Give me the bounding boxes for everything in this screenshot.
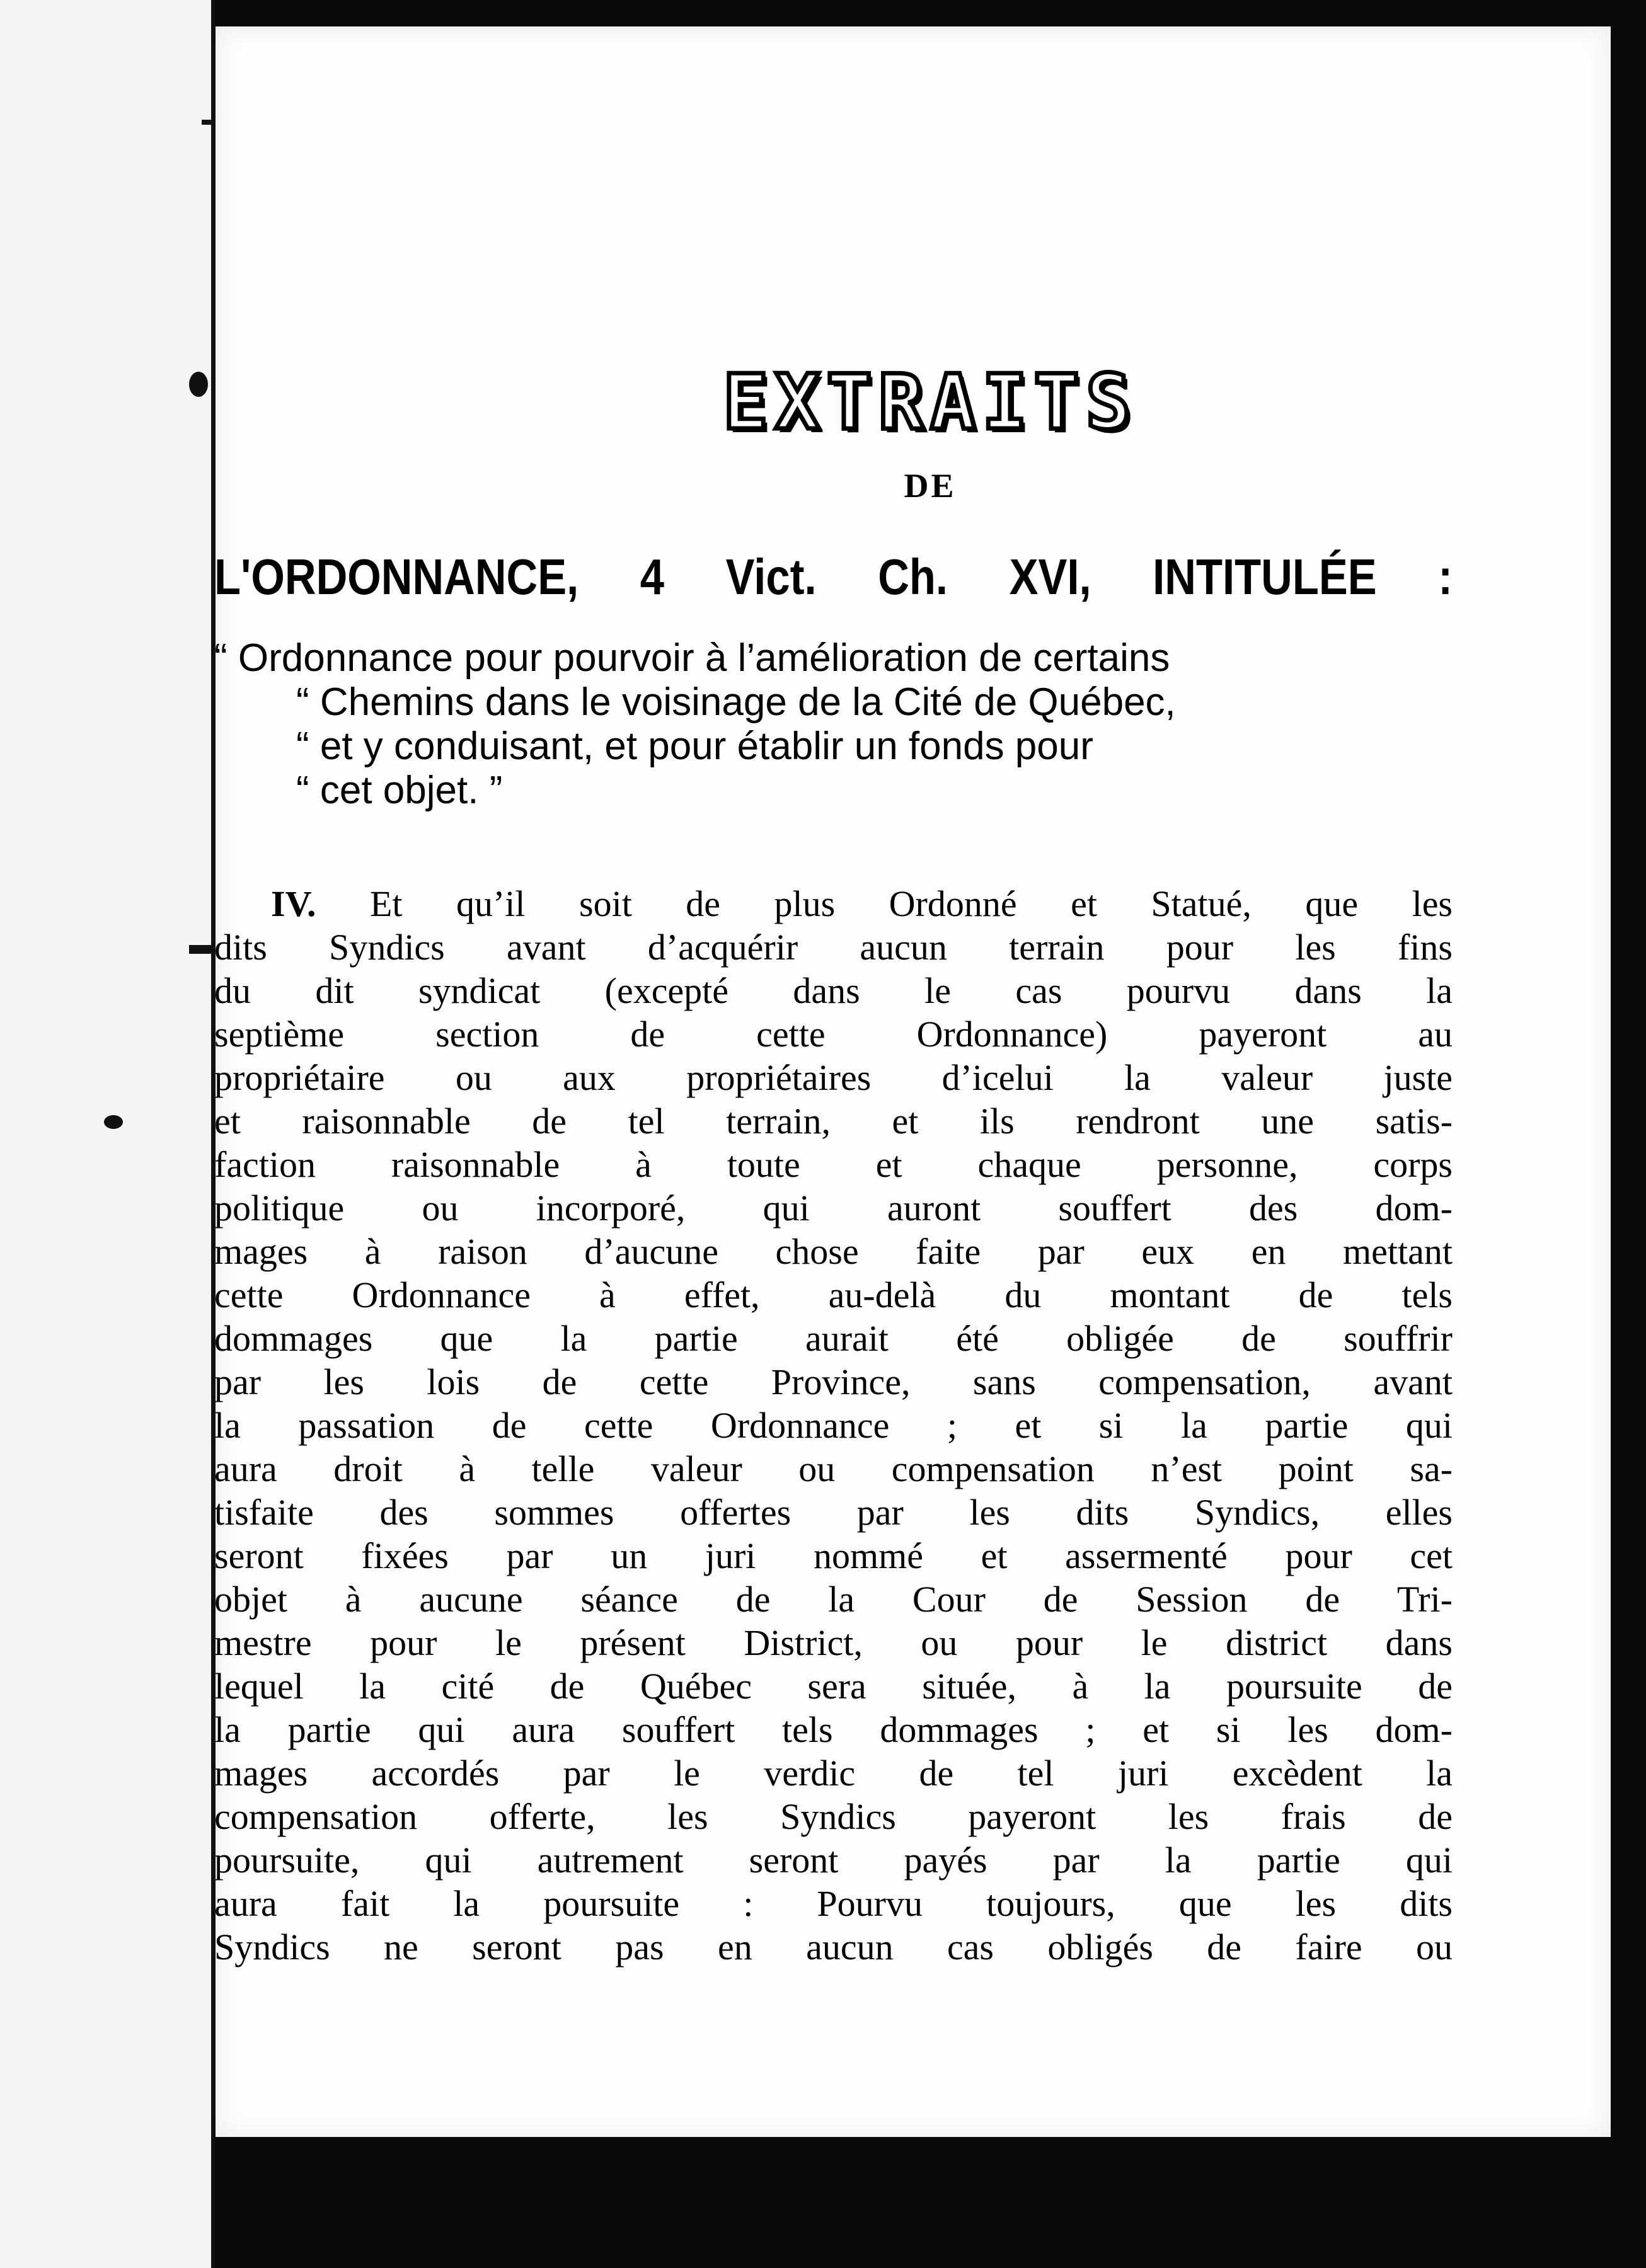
body-line: lequel la cité de Québec sera située, à la poursuite de xyxy=(214,1666,1453,1707)
binding-mark xyxy=(189,372,208,397)
binding-mark xyxy=(104,1115,123,1129)
body-line: tisfaite des sommes offertes par les dits Syndics, elles xyxy=(214,1492,1453,1533)
quote-line: “ Chemins dans le voisinage de la Cité de Québec, xyxy=(296,680,1176,724)
body-line-text: Et qu’il soit de plus Ordonné et Statué, que les xyxy=(369,883,1453,924)
body-line: dommages que la partie aurait été obligée de souffrir xyxy=(214,1318,1453,1359)
body-line: seront fixées par un juri nommé et assermenté pour cet xyxy=(214,1535,1453,1576)
body-line xyxy=(214,882,1453,925)
body-line: cette Ordonnance à effet, au-delà du montant de tels xyxy=(214,1274,1453,1315)
body-line: propriétaire ou aux propriétaires d’icelui la valeur juste xyxy=(214,1057,1453,1098)
body-line: objet à aucune séance de la Cour de Session de Tri- xyxy=(214,1579,1453,1620)
body-line: aura fait la poursuite : Pourvu toujours, que les dits xyxy=(214,1883,1453,1924)
body-line: faction raisonnable à toute et chaque personne, corps xyxy=(214,1144,1453,1185)
document-title: EXTRAITS xyxy=(723,359,1137,447)
quote-line: “ cet objet. ” xyxy=(296,769,503,812)
section-body xyxy=(214,882,1453,1969)
body-line: dits Syndics avant d’acquérir aucun terrain pour les fins xyxy=(214,927,1453,968)
body-line: et raisonnable de tel terrain, et ils rendront une satis- xyxy=(214,1101,1453,1142)
body-line: mestre pour le présent District, ou pour le district dans xyxy=(214,1622,1453,1663)
body-line: la partie qui aura souffert tels dommages ; et si les dom- xyxy=(214,1709,1453,1750)
body-line: mages à raison d’aucune chose faite par eux en mettant xyxy=(214,1231,1453,1272)
quote-line: “ et y conduisant, et pour établir un fonds pour xyxy=(296,724,1093,768)
document-subtitle: DE xyxy=(904,467,957,505)
body-line: par les lois de cette Province, sans compensation, avant xyxy=(214,1361,1453,1402)
ordinance-heading: L'ORDONNANCE, 4 Vict. Ch. XVI, INTITULÉE : xyxy=(214,549,1453,605)
facing-page-edge xyxy=(0,0,215,2268)
body-line: du dit syndicat (excepté dans le cas pourvu dans la xyxy=(214,970,1453,1011)
body-line: la passation de cette Ordonnance ; et si la partie qui xyxy=(214,1405,1453,1446)
quote-line: “ Ordonnance pour pourvoir à l’amélioration de certains xyxy=(214,636,1170,680)
ordinance-quote xyxy=(214,636,1453,813)
body-line: mages accordés par le verdic de tel juri excèdent la xyxy=(214,1753,1453,1794)
body-line: Syndics ne seront pas en aucun cas obligés de faire ou xyxy=(214,1927,1453,1967)
body-line: compensation offerte, les Syndics payeront les frais de xyxy=(214,1796,1453,1837)
body-line: poursuite, qui autrement seront payés par la partie qui xyxy=(214,1840,1453,1881)
section-number: IV. xyxy=(271,883,316,924)
body-line: aura droit à telle valeur ou compensation n’est point sa- xyxy=(214,1448,1453,1489)
body-line: politique ou incorporé, qui auront souffert des dom- xyxy=(214,1188,1453,1228)
body-line: septième section de cette Ordonnance) payeront au xyxy=(214,1014,1453,1055)
